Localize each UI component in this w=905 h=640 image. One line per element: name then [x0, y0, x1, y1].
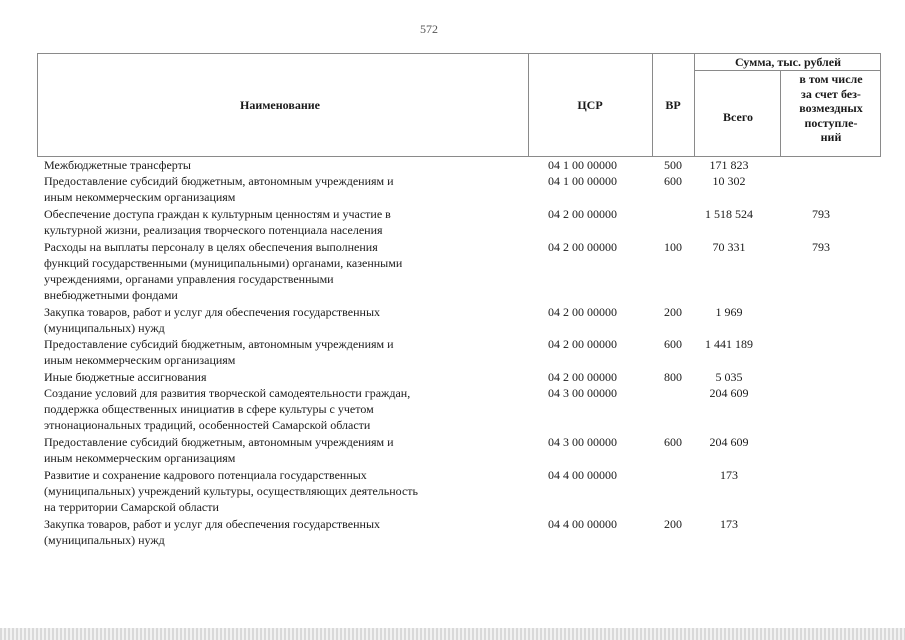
header-gratuitous [782, 72, 880, 145]
row-name-line: Закупка товаров, работ и услуг для обеспечения государственных [44, 516, 381, 531]
row-vr: 100 [664, 239, 682, 254]
row-gratuitous: 793 [812, 239, 830, 254]
header-gratuitous-line: ний [820, 130, 842, 144]
row-name-line: на территории Самарской области [44, 499, 219, 514]
row-name [44, 206, 534, 238]
row-total: 171 823 [709, 158, 749, 172]
row-name-line: внебюджетными фондами [44, 287, 178, 302]
row-name-line: Развитие и сохранение кадрового потенциала государственных [44, 467, 367, 482]
row-total: 70 331 [712, 239, 746, 254]
row-total: 173 [720, 516, 738, 531]
row-total: 1 441 189 [705, 337, 753, 352]
row-total: 5 035 [715, 369, 743, 384]
row-name-line: (муниципальных) нужд [44, 320, 165, 335]
row-name-line: Предоставление субсидий бюджетным, автономным учреждениям и [44, 337, 394, 352]
row-total: 173 [720, 467, 738, 482]
row-name-line: функций государственными (муниципальными) органами, казенными [44, 255, 403, 270]
row-csr: 04 4 00 00000 [548, 516, 617, 531]
row-name [44, 369, 534, 385]
header-divider-vr [694, 53, 695, 157]
row-name-line: поддержка общественных инициатив в сфере культуры с учетом [44, 402, 374, 417]
row-name [44, 336, 534, 368]
row-name [44, 516, 534, 548]
row-vr: 600 [664, 435, 682, 450]
row-csr: 04 1 00 00000 [548, 174, 617, 189]
row-csr: 04 1 00 00000 [548, 158, 617, 172]
row-name-line: Межбюджетные трансферты [44, 158, 191, 172]
row-vr: 600 [664, 174, 682, 189]
row-name-line: Создание условий для развития творческой самодеятельности граждан, [44, 386, 411, 401]
row-csr: 04 3 00 00000 [548, 435, 617, 450]
row-csr: 04 2 00 00000 [548, 206, 617, 221]
row-name-line: (муниципальных) нужд [44, 532, 165, 547]
row-name [44, 239, 534, 303]
row-gratuitous: 793 [812, 206, 830, 221]
header-right-border [880, 53, 881, 157]
header-total: Всего [723, 110, 753, 124]
header-gratuitous-line: в том числе [799, 72, 863, 86]
row-name-line: иным некоммерческим организациям [44, 190, 236, 205]
row-csr: 04 4 00 00000 [548, 467, 617, 482]
row-vr: 600 [664, 337, 682, 352]
sum-group-divider [694, 70, 881, 71]
header-divider-total [780, 70, 781, 157]
row-name [44, 385, 534, 433]
row-total: 10 302 [712, 174, 746, 189]
row-csr: 04 2 00 00000 [548, 369, 617, 384]
row-name [44, 304, 534, 336]
row-vr: 200 [664, 304, 682, 319]
scan-edge [0, 628, 905, 640]
row-vr: 500 [664, 158, 682, 172]
row-csr: 04 2 00 00000 [548, 304, 617, 319]
header-gratuitous-line: возмездных [799, 101, 863, 115]
row-name-line: Предоставление субсидий бюджетным, автономным учреждениям и [44, 174, 394, 189]
header-vr: ВР [665, 98, 681, 112]
row-name-line: Предоставление субсидий бюджетным, автономным учреждениям и [44, 435, 394, 450]
page-number: 572 [420, 22, 438, 36]
header-gratuitous-line: поступле- [804, 115, 858, 130]
header-top-border [37, 53, 881, 54]
row-name-line: Обеспечение доступа граждан к культурным ценностям и участие в [44, 206, 391, 221]
row-csr: 04 2 00 00000 [548, 239, 617, 254]
header-sum-group: Сумма, тыс. рублей [734, 55, 842, 69]
header-divider-name [528, 53, 529, 157]
row-total: 1 518 524 [705, 206, 753, 221]
row-name [44, 434, 534, 466]
row-name-line: Расходы на выплаты персоналу в целях обеспечения выполнения [44, 239, 378, 254]
row-name-line: культурной жизни, реализация творческого потенциала населения [44, 222, 383, 237]
row-name-line: (муниципальных) учреждений культуры, осуществляющих деятельность [44, 483, 418, 498]
row-name-line: Иные бюджетные ассигнования [44, 369, 207, 384]
row-vr: 800 [664, 369, 682, 384]
row-total: 204 609 [709, 435, 749, 450]
row-name-line: этнонациональных традиций, особенностей Самарской области [44, 418, 371, 433]
row-csr: 04 3 00 00000 [548, 386, 617, 401]
header-csr: ЦСР [577, 98, 603, 112]
header-name: Наименование [240, 98, 320, 112]
row-vr: 200 [664, 516, 682, 531]
row-csr: 04 2 00 00000 [548, 337, 617, 352]
row-name-line: иным некоммерческим организациям [44, 451, 236, 466]
header-gratuitous-line: за счет без- [801, 86, 861, 101]
row-name [44, 173, 534, 205]
row-total: 204 609 [709, 386, 749, 401]
row-total: 1 969 [715, 304, 743, 319]
row-name-line: учреждениями, органами управления государственными [44, 271, 334, 286]
row-name-line: иным некоммерческим организациям [44, 353, 236, 368]
header-divider-csr [652, 53, 653, 157]
row-name [44, 157, 534, 173]
row-name-line: Закупка товаров, работ и услуг для обеспечения государственных [44, 304, 381, 319]
row-name [44, 467, 534, 515]
header-left-border [37, 53, 38, 157]
